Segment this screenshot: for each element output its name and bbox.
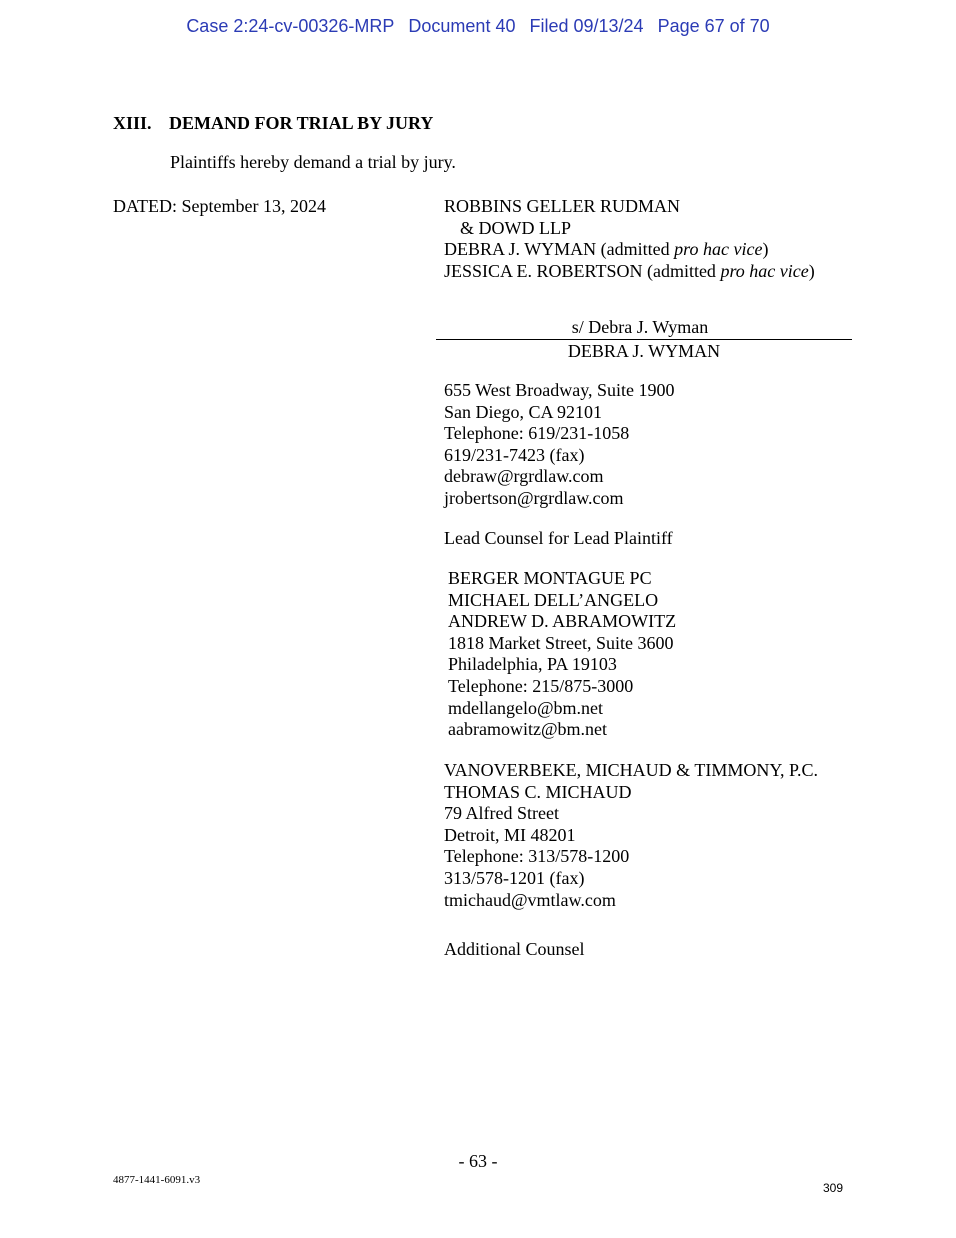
attorney1-name: DEBRA J. WYMAN (admitted xyxy=(444,239,675,260)
attorney1-close: ) xyxy=(762,239,769,260)
firm3-role: Additional Counsel xyxy=(444,939,585,959)
page-number: - 63 - xyxy=(458,1151,498,1171)
case-number: Case 2:24-cv-00326-MRP xyxy=(186,16,395,36)
fax-line: 313/578-1201 (fax) xyxy=(444,867,585,888)
signature-block xyxy=(436,317,852,363)
signature-line xyxy=(436,317,852,340)
address-line: 79 Alfred Street xyxy=(444,803,559,824)
firm2-block xyxy=(448,568,676,741)
filed-date: Filed 09/13/24 xyxy=(529,16,644,36)
address-line: Detroit, MI 48201 xyxy=(444,824,576,845)
email-line: jrobertson@rgrdlaw.com xyxy=(444,487,624,508)
firm3-block xyxy=(444,760,818,911)
firm3-name: VANOVERBEKE, MICHAUD & TIMMONY, P.C. xyxy=(444,760,819,780)
firm1-role: Lead Counsel for Lead Plaintiff xyxy=(444,528,673,548)
email-line: debraw@rgrdlaw.com xyxy=(444,466,604,487)
section-number: XIII. xyxy=(113,113,152,133)
attorney2-name: JESSICA E. ROBERTSON (admitted xyxy=(444,260,721,281)
dated-line: DATED: September 13, 2024 xyxy=(113,196,326,216)
address-line: 1818 Market Street, Suite 3600 xyxy=(448,632,674,653)
attorney2-admission: pro hac vice xyxy=(720,260,809,281)
document-number: Document 40 xyxy=(408,16,516,36)
section-title: DEMAND FOR TRIAL BY JURY xyxy=(169,113,434,133)
firm1-attorney1 xyxy=(444,239,815,261)
attorney-name: MICHAEL DELL’ANGELO xyxy=(448,589,659,610)
attorney-name: THOMAS C. MICHAUD xyxy=(444,781,632,802)
email-line: aabramowitz@bm.net xyxy=(448,719,608,740)
electronic-signature: s/ Debra J. Wyman xyxy=(571,317,709,337)
firm1-name-line2: & DOWD LLP xyxy=(460,217,571,238)
address-line: 655 West Broadway, Suite 1900 xyxy=(444,380,675,400)
firm1-heading-block xyxy=(444,196,815,282)
firm1-name-line1: ROBBINS GELLER RUDMAN xyxy=(444,196,681,216)
fax-line: 619/231-7423 (fax) xyxy=(444,444,585,465)
firm1-address xyxy=(444,380,675,510)
signer-name: DEBRA J. WYMAN xyxy=(567,341,721,361)
document-id: 4877-1441-6091.v3 xyxy=(113,1174,201,1186)
attorney2-close: ) xyxy=(808,260,815,281)
telephone-line: Telephone: 619/231-1058 xyxy=(444,423,630,444)
firm1-attorney2 xyxy=(444,261,815,283)
telephone-line: Telephone: 215/875-3000 xyxy=(448,675,634,696)
ecf-header xyxy=(0,16,956,37)
email-line: tmichaud@vmtlaw.com xyxy=(444,889,616,910)
address-line: Philadelphia, PA 19103 xyxy=(448,654,617,675)
telephone-line: Telephone: 313/578-1200 xyxy=(444,846,630,867)
email-line: mdellangelo@bm.net xyxy=(448,697,604,718)
page-indicator: Page 67 of 70 xyxy=(657,16,770,36)
firm2-name: BERGER MONTAGUE PC xyxy=(448,568,652,588)
section-heading xyxy=(113,113,433,134)
attorney1-admission: pro hac vice xyxy=(674,239,763,260)
bates-number: 309 xyxy=(823,1181,844,1195)
attorney-name: ANDREW D. ABRAMOWITZ xyxy=(448,611,677,632)
address-line: San Diego, CA 92101 xyxy=(444,401,603,422)
jury-demand-text: Plaintiffs hereby demand a trial by jury. xyxy=(170,152,456,172)
